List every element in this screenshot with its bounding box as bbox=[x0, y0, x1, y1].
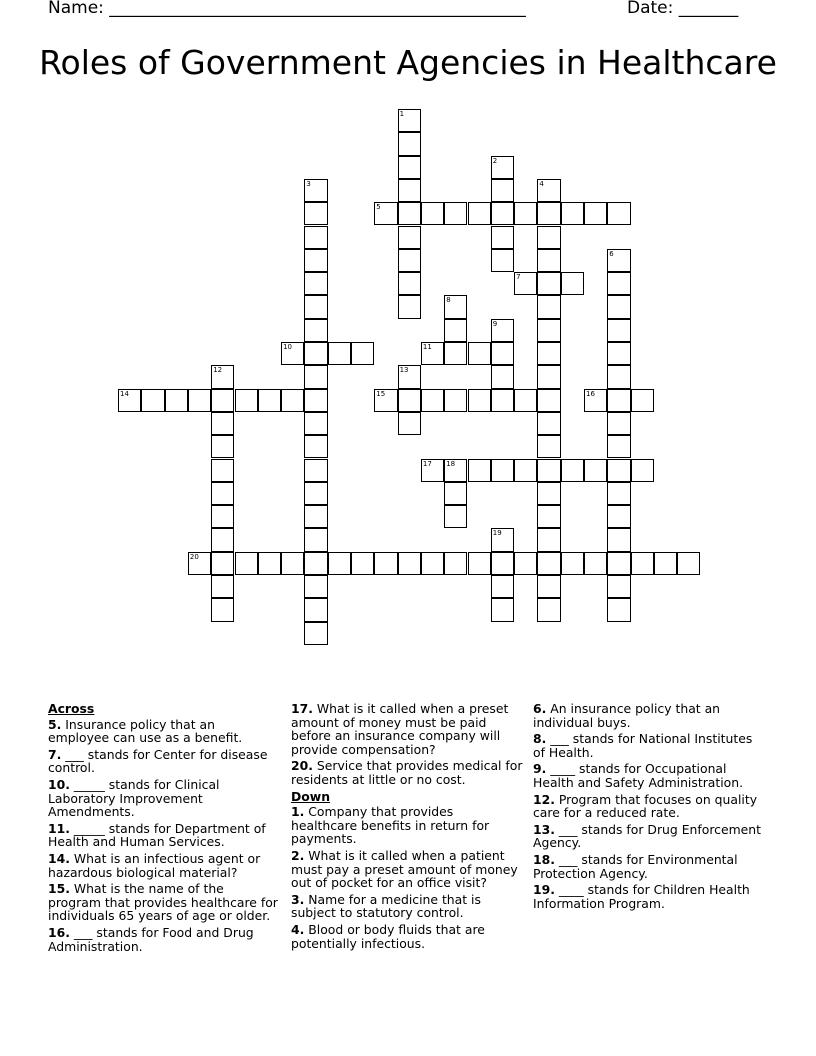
grid-cell[interactable] bbox=[351, 552, 374, 575]
grid-cell[interactable] bbox=[537, 459, 560, 482]
grid-cell[interactable] bbox=[304, 622, 327, 645]
grid-cell[interactable] bbox=[584, 552, 607, 575]
clue-number: 15 bbox=[376, 389, 386, 398]
grid-cell[interactable] bbox=[537, 272, 560, 295]
clue-down-3: 3. Name for a medicine that is subject to statutory control. bbox=[291, 891, 481, 921]
grid-cell[interactable] bbox=[537, 412, 560, 435]
grid-cell[interactable] bbox=[537, 342, 560, 365]
grid-cell[interactable] bbox=[304, 389, 327, 412]
grid-cell[interactable] bbox=[584, 389, 607, 412]
grid-cell[interactable] bbox=[607, 342, 630, 365]
grid-cell[interactable] bbox=[537, 179, 560, 202]
grid-cell[interactable] bbox=[537, 505, 560, 528]
grid-cell[interactable] bbox=[328, 552, 351, 575]
grid-cell[interactable] bbox=[607, 272, 630, 295]
grid-cell[interactable] bbox=[607, 412, 630, 435]
grid-cell[interactable] bbox=[631, 459, 654, 482]
clue-down-18: 18. ___ stands for Environmental Protection Agency. bbox=[533, 851, 738, 881]
grid-cell[interactable] bbox=[211, 412, 234, 435]
grid-cell[interactable] bbox=[491, 552, 514, 575]
grid-cell[interactable] bbox=[304, 482, 327, 505]
grid-cell[interactable] bbox=[444, 202, 467, 225]
grid-cell[interactable] bbox=[607, 552, 630, 575]
grid-cell[interactable] bbox=[304, 575, 327, 598]
grid-cell[interactable] bbox=[491, 365, 514, 388]
grid-cell[interactable] bbox=[421, 202, 444, 225]
grid-cell[interactable] bbox=[561, 272, 584, 295]
grid-cell[interactable] bbox=[537, 528, 560, 551]
clue-number: 17 bbox=[422, 459, 432, 468]
clue-across-20: 20. Service that provides medical for residents at little or no cost. bbox=[291, 758, 523, 787]
grid-cell[interactable] bbox=[537, 249, 560, 272]
grid-cell[interactable] bbox=[491, 156, 514, 179]
grid-cell[interactable] bbox=[304, 598, 327, 621]
grid-cell[interactable] bbox=[491, 249, 514, 272]
clue-column-3 bbox=[533, 702, 765, 913]
grid-cell[interactable] bbox=[304, 179, 327, 202]
grid-cell[interactable] bbox=[491, 226, 514, 249]
grid-cell[interactable] bbox=[304, 365, 327, 388]
clue-across-5: 5. Insurance policy that an employee can use as a benefit. bbox=[48, 716, 243, 746]
grid-cell[interactable] bbox=[491, 598, 514, 621]
grid-cell[interactable] bbox=[537, 389, 560, 412]
grid-cell[interactable] bbox=[211, 505, 234, 528]
grid-cell[interactable] bbox=[211, 575, 234, 598]
grid-cell[interactable] bbox=[444, 552, 467, 575]
grid-cell[interactable] bbox=[561, 202, 584, 225]
clue-down-8: 8. ___ stands for National Institutes of Health. bbox=[533, 731, 753, 760]
clue-number: 7 bbox=[516, 273, 521, 282]
clue-down-1: 1. Company that provides healthcare benefits in return for payments. bbox=[291, 804, 490, 847]
grid-cell[interactable] bbox=[421, 342, 444, 365]
grid-cell[interactable] bbox=[468, 459, 491, 482]
grid-cell[interactable] bbox=[607, 482, 630, 505]
clue-number: 16 bbox=[586, 389, 595, 398]
grid-cell[interactable] bbox=[421, 552, 444, 575]
grid-cell[interactable] bbox=[211, 435, 234, 458]
grid-cell[interactable] bbox=[398, 156, 421, 179]
grid-cell[interactable] bbox=[398, 109, 421, 132]
grid-cell[interactable] bbox=[281, 342, 304, 365]
grid-cell[interactable] bbox=[351, 342, 374, 365]
grid-cell[interactable] bbox=[491, 389, 514, 412]
clue-number: 13 bbox=[399, 366, 409, 375]
grid-cell[interactable] bbox=[468, 389, 491, 412]
clue-number: 12 bbox=[213, 366, 223, 375]
grid-cell[interactable] bbox=[235, 389, 258, 412]
grid-cell[interactable] bbox=[258, 552, 281, 575]
grid-cell[interactable] bbox=[607, 505, 630, 528]
clue-across-16: 16. ___ stands for Food and Drug Administration. bbox=[48, 924, 254, 954]
grid-cell[interactable] bbox=[537, 202, 560, 225]
grid-cell[interactable] bbox=[398, 202, 421, 225]
grid-cell[interactable] bbox=[444, 342, 467, 365]
grid-cell[interactable] bbox=[398, 295, 421, 318]
grid-cell[interactable] bbox=[421, 389, 444, 412]
grid-cell[interactable] bbox=[444, 505, 467, 528]
clue-number: 2 bbox=[492, 156, 498, 165]
grid-cell[interactable] bbox=[444, 295, 467, 318]
grid-cell[interactable] bbox=[607, 249, 630, 272]
grid-cell[interactable] bbox=[398, 249, 421, 272]
date-field-label: Date: _______ bbox=[627, 0, 739, 18]
grid-cell[interactable] bbox=[304, 505, 327, 528]
grid-cell[interactable] bbox=[537, 319, 560, 342]
grid-cell[interactable] bbox=[537, 552, 560, 575]
grid-cell[interactable] bbox=[211, 389, 234, 412]
clue-across-17: 17. What is it called when a preset amount of money must be paid before an insurance company will provide compensation? bbox=[291, 701, 509, 757]
clue-across-11: 11. _____ stands for Department of Health and Human Services. bbox=[48, 820, 266, 850]
grid-cell[interactable] bbox=[398, 226, 421, 249]
grid-cell[interactable] bbox=[514, 202, 537, 225]
grid-cell[interactable] bbox=[281, 389, 304, 412]
grid-cell[interactable] bbox=[584, 459, 607, 482]
grid-cell[interactable] bbox=[491, 342, 514, 365]
clue-number: 1 bbox=[399, 110, 405, 118]
grid-cell[interactable] bbox=[491, 575, 514, 598]
grid-cell[interactable] bbox=[304, 319, 327, 342]
grid-cell[interactable] bbox=[398, 365, 421, 388]
grid-cell[interactable] bbox=[631, 552, 654, 575]
clue-number: 9 bbox=[492, 319, 498, 328]
clue-number: 4 bbox=[539, 179, 544, 188]
grid-cell[interactable] bbox=[537, 598, 560, 621]
grid-cell[interactable] bbox=[141, 389, 164, 412]
clue-across-7: 7. ___ stands for Center for disease control. bbox=[48, 746, 268, 776]
grid-cell[interactable] bbox=[235, 552, 258, 575]
grid-cell[interactable] bbox=[444, 482, 467, 505]
grid-cell[interactable] bbox=[304, 459, 327, 482]
across-heading: Across bbox=[48, 701, 95, 716]
grid-cell[interactable] bbox=[398, 389, 421, 412]
grid-cell[interactable] bbox=[398, 412, 421, 435]
clue-number: 18 bbox=[446, 459, 456, 468]
grid-cell[interactable] bbox=[304, 272, 327, 295]
grid-cell[interactable] bbox=[514, 552, 537, 575]
grid-cell[interactable] bbox=[537, 365, 560, 388]
grid-cell[interactable] bbox=[304, 435, 327, 458]
grid-cell[interactable] bbox=[607, 435, 630, 458]
grid-cell[interactable] bbox=[211, 528, 234, 551]
grid-cell[interactable] bbox=[607, 528, 630, 551]
grid-cell[interactable] bbox=[374, 389, 397, 412]
grid-cell[interactable] bbox=[537, 575, 560, 598]
grid-cell[interactable] bbox=[444, 319, 467, 342]
grid-cell[interactable] bbox=[514, 389, 537, 412]
grid-cell[interactable] bbox=[374, 552, 397, 575]
grid-cell[interactable] bbox=[304, 528, 327, 551]
grid-cell[interactable] bbox=[304, 412, 327, 435]
grid-cell[interactable] bbox=[537, 226, 560, 249]
clue-number: 10 bbox=[283, 343, 293, 351]
grid-cell[interactable] bbox=[491, 179, 514, 202]
grid-cell[interactable] bbox=[491, 319, 514, 342]
clue-number: 11 bbox=[422, 343, 432, 351]
grid-cell[interactable] bbox=[607, 365, 630, 388]
down-heading: Down bbox=[291, 788, 331, 804]
clue-across-10: 10. _____ stands for Clinical Laboratory Improvement Amendments. bbox=[48, 776, 220, 820]
grid-cell[interactable] bbox=[491, 202, 514, 225]
grid-cell[interactable] bbox=[607, 389, 630, 412]
grid-cell[interactable] bbox=[537, 295, 560, 318]
grid-cell[interactable] bbox=[211, 365, 234, 388]
grid-cell[interactable] bbox=[444, 459, 467, 482]
grid-cell[interactable] bbox=[631, 389, 654, 412]
clue-number: 5 bbox=[376, 203, 381, 212]
grid-cell[interactable] bbox=[514, 459, 537, 482]
clue-down-9: 9. ____ stands for Occupational Health and Safety Administration. bbox=[533, 761, 744, 790]
grid-cell[interactable] bbox=[607, 202, 630, 225]
grid-cell[interactable] bbox=[561, 459, 584, 482]
clue-number: 14 bbox=[120, 389, 129, 398]
grid-cell[interactable] bbox=[584, 202, 607, 225]
clue-number: 19 bbox=[492, 529, 502, 538]
grid-cell[interactable] bbox=[281, 552, 304, 575]
grid-cell[interactable] bbox=[421, 459, 444, 482]
clue-number: 20 bbox=[189, 552, 199, 561]
grid-cell[interactable] bbox=[491, 459, 514, 482]
grid-cell[interactable] bbox=[398, 272, 421, 295]
grid-cell[interactable] bbox=[304, 202, 327, 225]
clue-down-19: 19. ____ stands for Children Health Information Program. bbox=[533, 882, 750, 911]
grid-cell[interactable] bbox=[468, 552, 491, 575]
clue-down-2: 2. What is it called when a patient must pay a preset amount of money out of pocket for an office visit? bbox=[291, 847, 518, 891]
clue-across-14: 14. What is an infectious agent or hazardous biological material? bbox=[48, 850, 261, 880]
clue-column-1 bbox=[48, 702, 280, 956]
grid-cell[interactable] bbox=[468, 202, 491, 225]
grid-cell[interactable] bbox=[654, 552, 677, 575]
grid-cell[interactable] bbox=[398, 179, 421, 202]
grid-cell[interactable] bbox=[444, 389, 467, 412]
grid-cell[interactable] bbox=[607, 295, 630, 318]
clue-number: 3 bbox=[306, 179, 311, 188]
grid-cell[interactable] bbox=[188, 552, 211, 575]
grid-cell[interactable] bbox=[304, 226, 327, 249]
grid-cell[interactable] bbox=[328, 342, 351, 365]
grid-cell[interactable] bbox=[561, 552, 584, 575]
grid-cell[interactable] bbox=[514, 272, 537, 295]
grid-cell[interactable] bbox=[304, 249, 327, 272]
grid-cell[interactable] bbox=[537, 435, 560, 458]
grid-cell[interactable] bbox=[607, 598, 630, 621]
clue-down-13: 13. ___ stands for Drug Enforcement Agency. bbox=[533, 821, 761, 851]
grid-cell[interactable] bbox=[304, 342, 327, 365]
grid-cell[interactable] bbox=[537, 482, 560, 505]
grid-cell[interactable] bbox=[118, 389, 141, 412]
grid-cell[interactable] bbox=[398, 552, 421, 575]
grid-cell[interactable] bbox=[468, 342, 491, 365]
grid-cell[interactable] bbox=[677, 552, 700, 575]
puzzle-title: Roles of Government Agencies in Healthcare bbox=[39, 43, 777, 82]
clue-across-15: 15. What is the name of the program that provides healthcare for individuals 65 years of age or older. bbox=[48, 881, 278, 924]
clue-column-2 bbox=[291, 702, 523, 953]
grid-cell[interactable] bbox=[304, 295, 327, 318]
clue-down-12: 12. Program that focuses on quality care for a reduced rate. bbox=[533, 791, 758, 821]
grid-cell[interactable] bbox=[304, 552, 327, 575]
grid-cell[interactable] bbox=[374, 202, 397, 225]
grid-cell[interactable] bbox=[607, 319, 630, 342]
name-field-label: Name: _________________________________________________ bbox=[48, 0, 526, 18]
grid-cell[interactable] bbox=[607, 575, 630, 598]
clue-number: 8 bbox=[446, 296, 451, 305]
clue-number: 6 bbox=[609, 249, 614, 258]
grid-cell[interactable] bbox=[211, 598, 234, 621]
grid-cell[interactable] bbox=[398, 132, 421, 155]
grid-cell[interactable] bbox=[211, 459, 234, 482]
grid-cell[interactable] bbox=[188, 389, 211, 412]
grid-cell[interactable] bbox=[491, 528, 514, 551]
grid-cell[interactable] bbox=[211, 482, 234, 505]
grid-cell[interactable] bbox=[607, 459, 630, 482]
grid-cell[interactable] bbox=[211, 552, 234, 575]
grid-cell[interactable] bbox=[258, 389, 281, 412]
grid-cell[interactable] bbox=[165, 389, 188, 412]
clue-down-6: 6. An insurance policy that an individual buys. bbox=[533, 701, 721, 730]
clue-down-4: 4. Blood or body fluids that are potentially infectious. bbox=[291, 921, 485, 951]
